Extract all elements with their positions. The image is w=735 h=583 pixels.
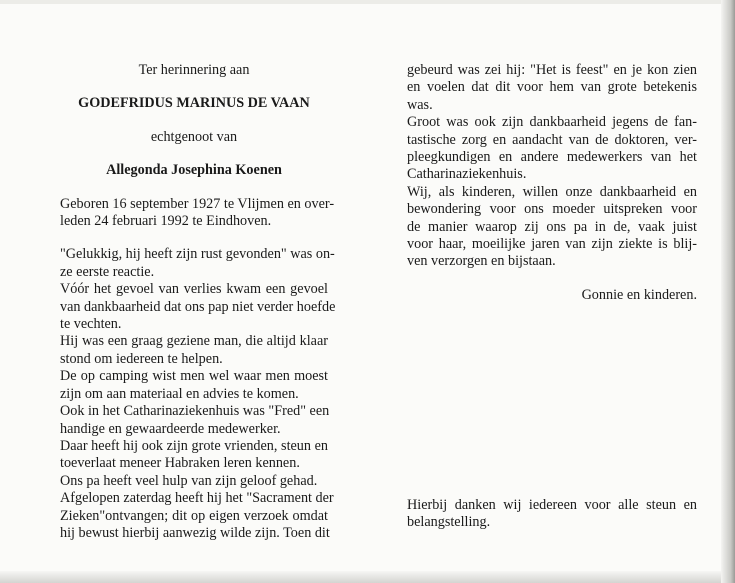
- text-line: tastische zorg en aandacht van de doktoren, ver-: [407, 131, 697, 148]
- relation-text: echtgenoot van: [150, 128, 238, 145]
- left-column: [60, 62, 336, 542]
- text-line: belangstelling.: [407, 514, 491, 531]
- card-bottom-edge: [0, 571, 735, 583]
- text-line: ven verzorgen en bijstaan.: [407, 253, 556, 270]
- text-line: handige en gewaardeerde medewerker.: [60, 420, 281, 437]
- spouse-name: Allegonda Josephina Koenen: [106, 162, 282, 179]
- closing-thanks: [407, 497, 697, 532]
- text-line: hij bewust hierbij aanwezig wilde zijn. Toen dit: [60, 524, 330, 541]
- body-left: [60, 246, 336, 542]
- text-line: stond om iedereen te helpen.: [60, 350, 223, 367]
- signature: Gonnie en kinderen.: [581, 286, 697, 303]
- body-right: [407, 62, 697, 271]
- text-line: Catharinaziekenhuis.: [407, 166, 527, 183]
- text-line: voor haar, moeilijke jaren van zijn ziekte is blij-: [407, 236, 697, 253]
- text-line: "Gelukkig, hij heeft zijn rust gevonden" was on-: [60, 246, 335, 263]
- life-line: Geboren 16 september 1927 te Vlijmen en over-: [60, 195, 335, 212]
- text-line: bewondering voor ons moeder uitspreken voor: [407, 201, 697, 218]
- life-dates: [60, 195, 335, 231]
- text-line: De op camping wist men wel waar men moest: [60, 368, 328, 385]
- text-line: Wij, als kinderen, willen onze dankbaarheid en: [407, 183, 697, 200]
- text-line: Groot was ook zijn dankbaarheid jegens de fan-: [407, 114, 697, 131]
- deceased-name: GODEFRIDUS MARINUS DE VAAN: [78, 95, 310, 112]
- card-right-edge: [721, 0, 735, 583]
- text-line: van dankbaarheid dat ons pap niet verder hoefde: [60, 298, 336, 315]
- text-line: Ons pa heeft veel hulp van zijn geloof gehad.: [60, 472, 318, 489]
- text-line: Hierbij danken wij iedereen voor alle steun en: [407, 497, 697, 513]
- text-line: en voelen dat dit voor hem van grote betekenis: [407, 79, 697, 96]
- text-line: Daar heeft hij ook zijn grote vrienden, steun en: [60, 437, 328, 454]
- text-line: Ook in het Catharinaziekenhuis was "Fred" een: [60, 403, 330, 420]
- card-top-edge: [0, 0, 735, 4]
- text-line: pleegkundigen en andere medewerkers van het: [407, 149, 697, 166]
- text-line: Vóór het gevoel van verlies kwam een gevoel: [60, 281, 328, 298]
- text-line: Hij was een graag geziene man, die altijd klaar: [60, 333, 328, 350]
- text-line: toeverlaat meneer Habraken leren kennen.: [60, 455, 300, 472]
- text-line: Afgelopen zaterdag heeft hij het "Sacrament der: [60, 490, 334, 507]
- text-line: te vechten.: [60, 316, 122, 333]
- intro-text: Ter herinnering aan: [138, 62, 250, 78]
- text-line: gebeurd was zei hij: "Het is feest" en je kon zien: [407, 62, 697, 78]
- text-line: ze eerste reactie.: [60, 263, 155, 280]
- life-line: leden 24 februari 1992 te Eindhoven.: [60, 213, 272, 230]
- right-column: [407, 62, 697, 304]
- text-line: was.: [407, 96, 433, 113]
- text-line: de manier waarop zij ons pa in de, vaak juist: [407, 218, 697, 235]
- text-line: zijn om aan materiaal en advies te komen.: [60, 385, 299, 402]
- text-line: Zieken"ontvangen; dit op eigen verzoek omdat: [60, 507, 328, 524]
